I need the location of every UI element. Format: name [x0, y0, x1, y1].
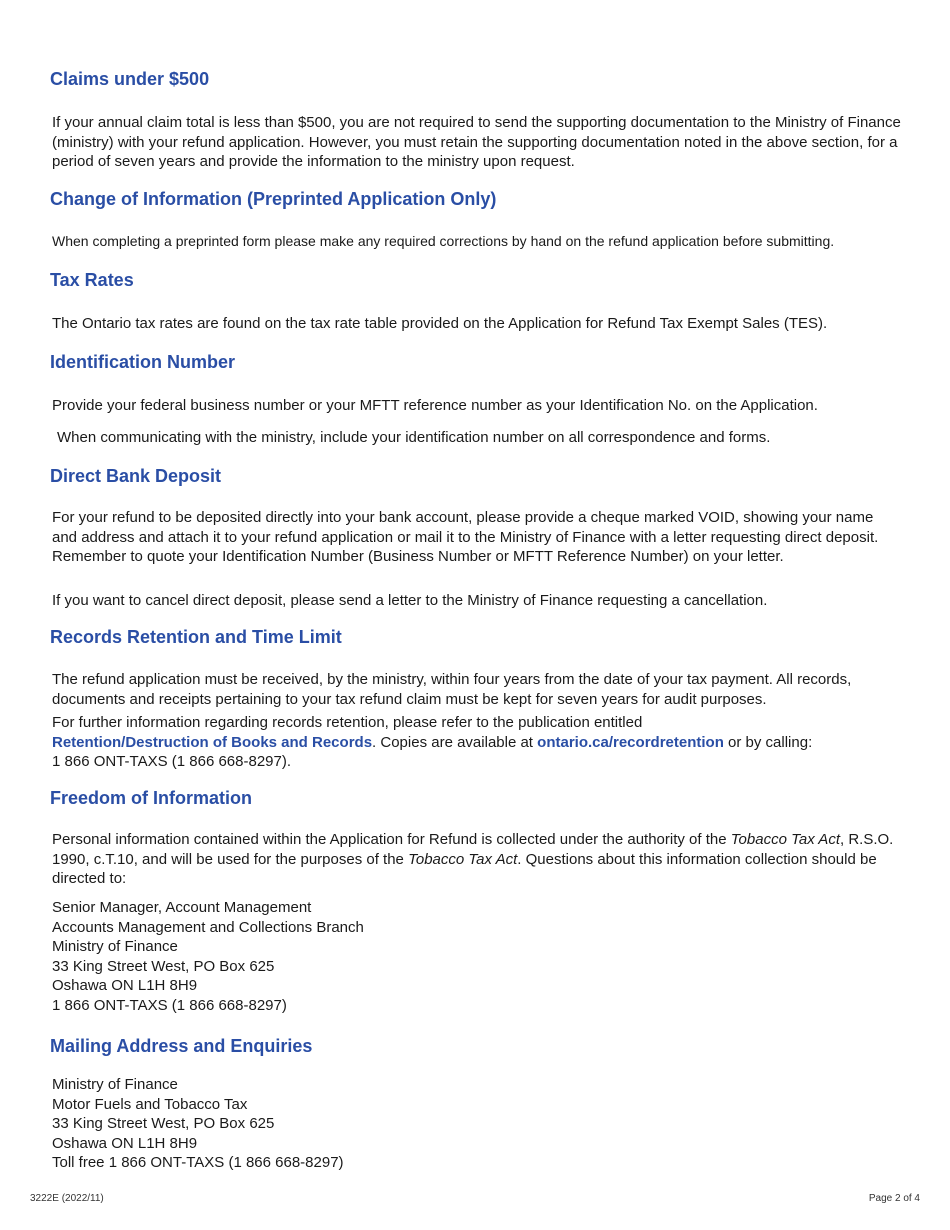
foi-contact-address: [52, 898, 912, 1015]
records-text-phone: 1 866 ONT-TAXS (1 866 668-8297).: [52, 753, 292, 770]
heading-direct-bank-deposit: Direct Bank Deposit: [50, 466, 222, 486]
paragraph-identification-1: Provide your federal business number or your MFTT reference number as your Identification No. on the Application.: [52, 397, 818, 414]
foi-address-line: Accounts Management and Collections Branch: [52, 918, 364, 936]
heading-claims: Claims under $500: [50, 69, 210, 89]
footer-form-id: 3222E (2022/11): [30, 1193, 104, 1204]
heading-freedom-of-information: Freedom of Information: [50, 788, 252, 808]
foi-address-line: Oshawa ON L1H 8H9: [52, 977, 198, 994]
foi-text-a: Personal information contained within the Application for Refund is collected under the authority of the: [52, 831, 731, 848]
mailing-address-line: Motor Fuels and Tobacco Tax: [52, 1095, 248, 1113]
paragraph-identification-2: When communicating with the ministry, include your identification number on all correspondence and forms.: [57, 429, 771, 446]
mailing-address-line: 33 King Street West, PO Box 625: [52, 1115, 275, 1132]
footer-page-number: Page 2 of 4: [868, 1193, 920, 1204]
mailing-address-line: Toll free 1 866 ONT-TAXS (1 866 668-8297): [52, 1154, 344, 1171]
mailing-address-line: Oshawa ON L1H 8H9: [52, 1134, 198, 1152]
records-text-prefix: For further information regarding records retention, please refer to the publication entitled: [52, 714, 643, 731]
paragraph-claims: If your annual claim total is less than $500, you are not required to send the supporting documentation to the Ministry of Finance (ministry) with your refund application. However, you must retain the supporting documentation noted in the above section, for a period of seven years and provide the information to the ministry upon request.: [52, 114, 901, 170]
records-text-mid: . Copies are available at: [372, 733, 538, 751]
paragraph-records-2: [52, 713, 912, 772]
paragraph-records-1: The refund application must be received, by the ministry, within four years from the date of your tax payment. All records, documents and receipts pertaining to your tax refund claim must be kept for seven years for audit purposes.: [52, 671, 852, 708]
paragraph-tax-rates: The Ontario tax rates are found on the tax rate table provided on the Application for Refund Tax Exempt Sales (TES).: [52, 315, 828, 332]
paragraph-direct-deposit-2: If you want to cancel direct deposit, please send a letter to the Ministry of Finance requesting a cancellation.: [52, 592, 768, 609]
mailing-address-line: Ministry of Finance: [52, 1076, 178, 1093]
foi-address-line: Senior Manager, Account Management: [52, 899, 312, 916]
records-text-suffix: or by calling:: [723, 733, 813, 751]
foi-address-line: 33 King Street West, PO Box 625: [52, 957, 275, 975]
foi-address-line: 1 866 ONT-TAXS (1 866 668-8297): [52, 996, 287, 1014]
foi-act-2: Tobacco Tax Act: [408, 850, 518, 868]
heading-mailing-address: Mailing Address and Enquiries: [50, 1036, 313, 1056]
mailing-address: [52, 1075, 912, 1173]
heading-records-retention: Records Retention and Time Limit: [50, 627, 342, 647]
retention-books-link[interactable]: Retention/Destruction of Books and Records: [52, 733, 373, 751]
foi-text-c: . Questions about this information collection should be directed to:: [52, 850, 877, 887]
ontario-recordretention-link[interactable]: ontario.ca/recordretention: [537, 733, 724, 751]
heading-tax-rates: Tax Rates: [50, 270, 134, 290]
paragraph-change-of-information: When completing a preprinted form please make any required corrections by hand on the refund application before submitting.: [52, 233, 835, 249]
foi-act-1: Tobacco Tax Act: [730, 831, 840, 848]
heading-change-of-information: Change of Information (Preprinted Application Only): [50, 189, 497, 209]
foi-address-line: Ministry of Finance: [52, 938, 178, 955]
foi-text-b: , R.S.O. 1990, c.T.10, and will be used for the purposes of the: [52, 831, 894, 868]
heading-identification-number: Identification Number: [50, 352, 236, 372]
paragraph-direct-deposit-1: For your refund to be deposited directly into your bank account, please provide a cheque marked VOID, showing your name and address and attach it to your refund application or mail it to the Ministry of Finance with a letter requesting direct deposit. Remember to quote your Identification Number (Business Number or MFTT Reference Number) on your letter.: [52, 509, 879, 565]
records-text-line2: [52, 733, 912, 753]
paragraph-foi: [52, 830, 902, 889]
